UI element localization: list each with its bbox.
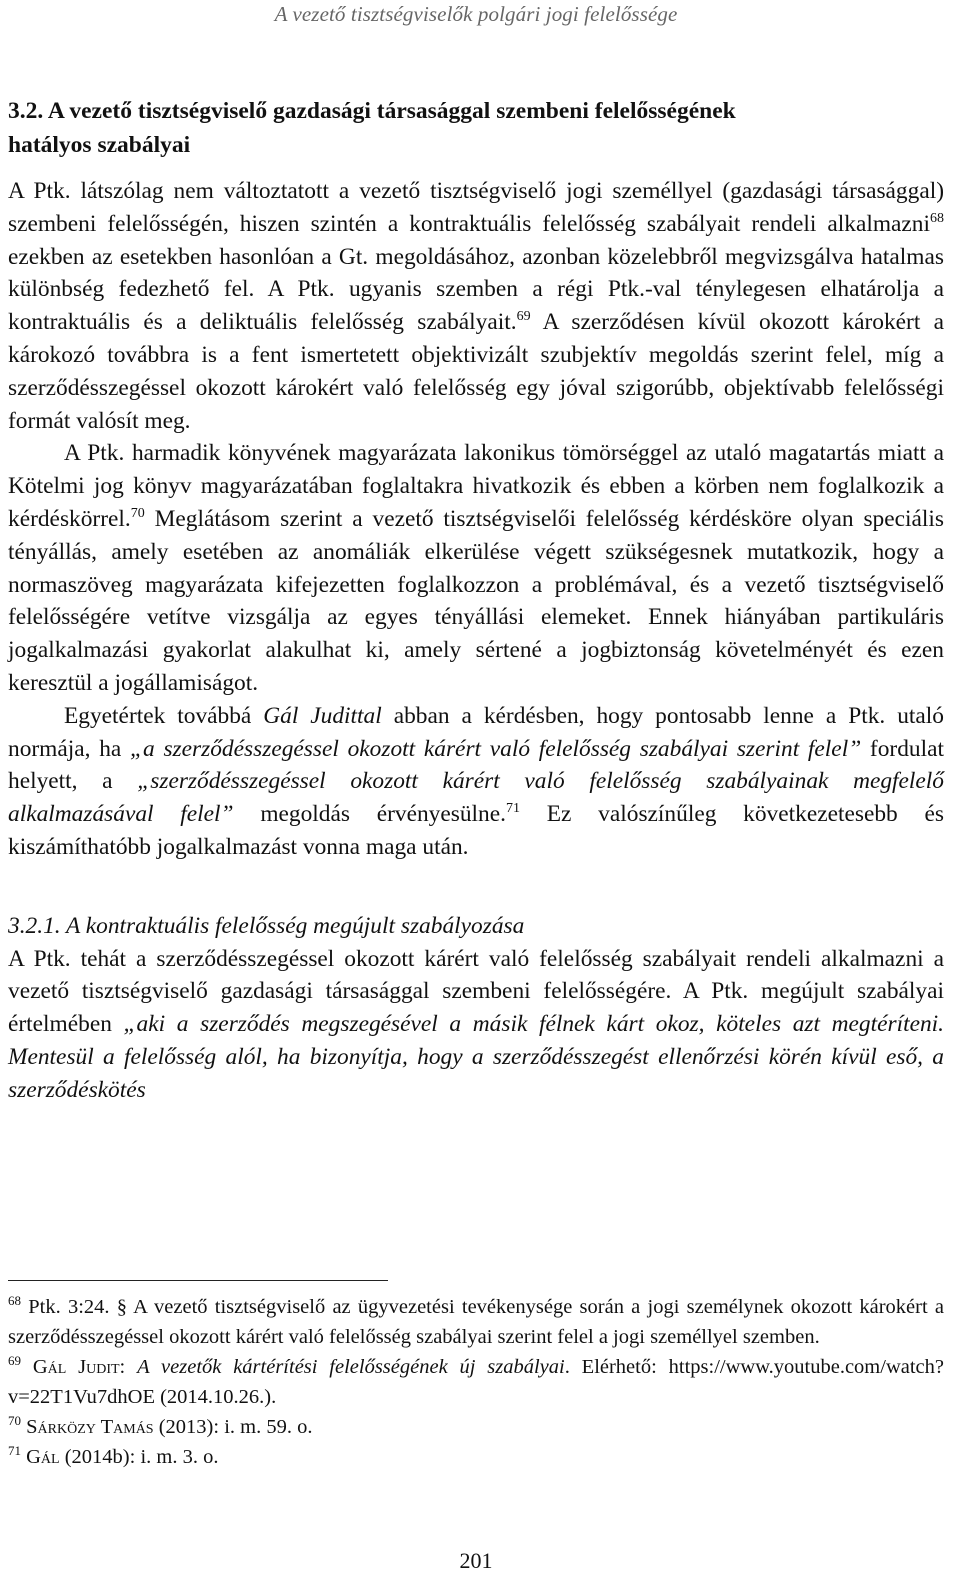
paragraph-3-part-d: megoldás érvényesülne.: [233, 801, 506, 828]
quote-3: „aki a szerződés megszegésével a másik félnek kárt okoz, köteles azt megtéríteni. Mentesül a felelősség alól, ha bizonyítja, hogy a szerződésszegést ellenőrzési körén kívül eső, a szerződéskötés: [8, 1011, 944, 1103]
footnote-number: 70: [8, 1413, 21, 1428]
spacer: [8, 864, 944, 910]
body-text: [8, 175, 944, 1107]
footnote-text: (2013): i. m. 59. o.: [153, 1416, 313, 1438]
paragraph-1-part-2: ezekben az esetekben hasonlóan a Gt. megoldásához, azonban közelebbről megvizsgálva hatalmas különbség fedezhető fel. A Ptk. ugyanis szemben a régi Ptk.-val ténylegesen elhatárolja a kontraktuális és a deliktuális felelősség szabályait.: [8, 243, 944, 336]
running-head: A vezető tisztségviselők polgári jogi felelőssége: [274, 2, 678, 26]
footnote-title: A vezetők kártérítési felelősségének új szabályai: [137, 1356, 565, 1378]
paragraph-4-part-a: A Ptk. tehát a szerződésszegéssel okozott kárért való felelősség szabályait rendeli alkalmazni a vezető tisztségviselő gazdasági társasággal szembeni felelősségére. A Ptk. megújult szabályai értelmében: [8, 945, 944, 1038]
paragraph-2-part-2: Meglátásom szerint a vezető tisztségviselői felelősség kérdésköre olyan speciális tényállás, amely esetében az anomáliák elkerülése végett szükségesnek mutatkozik, hogy a normaszöveg magyarázata kifejezetten foglalkozzon a problémával, és a vezető tisztségviselő felelősségére vetítve vizsgálja az egyes tényállási elemeket. Ennek hiányában partikuláris jogalkalmazási gyakorlat alakulhat ki, amely sértené a jogbiztonság követelményét és ezen keresztül a jogállamiságot.: [8, 505, 944, 696]
paragraph-4: [8, 943, 944, 1107]
footnote-ref-70[interactable]: 70: [130, 505, 145, 521]
footnote-71: [8, 1442, 944, 1472]
footnote-separator: [8, 1280, 388, 1281]
footnote-text: (2014b): i. m. 3. o.: [59, 1446, 219, 1468]
paragraph-3-part-c: fordulat helyett, a: [8, 735, 944, 795]
paragraph-1-part-3: A szerződésen kívül okozott károkért a károkozó továbbra is a fent ismertetett objektivizált szubjektív megoldás szerint felel, míg a szerződésszegéssel okozott károkért való felelősség egy jóval szigorúbb, objektívabb felelősségi formát valósít meg.: [8, 309, 944, 434]
paragraph-3: [8, 700, 944, 864]
subsection-heading: 3.2.1. A kontraktuális felelősség megújult szabályozása: [8, 912, 525, 939]
footnote-number: 69: [8, 1353, 21, 1368]
footnote-author: Gál: [26, 1446, 60, 1468]
footnote-author: Gál Judit: [32, 1356, 120, 1378]
footnote-68: [8, 1292, 944, 1352]
footnote-ref-68[interactable]: 68: [930, 210, 944, 226]
section-heading-line-1: 3.2. A vezető tisztségviselő gazdasági társasággal szembeni felelősségének: [8, 98, 736, 124]
paragraph-3-part-e: Ez valószínűleg következetesebb és kiszámíthatóbb jogalkalmazást vonna maga után.: [8, 801, 944, 860]
footnote-ref-69[interactable]: 69: [516, 309, 531, 325]
footnote-text: Ptk. 3:24. § A vezető tisztségviselő az ügyvezetési tevékenysége során a jogi személynek okozott károkért a szerződésszegéssel okozott kárért való felelősség szabályai szerint felel a jogi személlyel szemben.: [8, 1296, 945, 1348]
quote-2: „szerződésszegéssel okozott kárért való felelősség szabályainak megfelelő alkalmazásával felel”: [8, 768, 944, 828]
footnote-ref-71[interactable]: 71: [505, 801, 520, 817]
section-heading: [8, 94, 944, 162]
footnote-text[interactable]: . Elérhető: https://www.youtube.com/watch?v=22T1Vu7dhOE (2014.10.26.).: [8, 1356, 944, 1408]
paragraph-1-part-1: A Ptk. látszólag nem változtatott a vezető tisztségviselő jogi személlyel (gazdasági társasággal) szembeni felelősségén, hiszen szintén a kontraktuális felelősség szabályait rendeli alkalmazni: [8, 178, 944, 237]
quote-1: „a szerződésszegéssel okozott kárért való felelősség szabályai szerint felel”: [130, 735, 862, 762]
section-heading-line-2: hatályos szabályai: [8, 132, 191, 158]
footnotes: [8, 1292, 944, 1472]
page-number: 201: [459, 1548, 493, 1573]
paragraph-3-part-a: Egyetértek továbbá: [64, 702, 264, 729]
author-name: Gál Judittal: [263, 702, 382, 729]
paragraph-2-part-1: A Ptk. harmadik könyvének magyarázata lakonikus tömörséggel az utaló magatartás miatt a Kötelmi jog könyv magyarázatában foglaltakra hivatkozik és ebben a körben nem foglalkozik a kérdéskörrel.: [8, 440, 944, 532]
document-page: [8, 0, 944, 1586]
footnote-number: 71: [8, 1443, 21, 1458]
footnote-69: $^{69}$ Gál Judit: A vezetők kártérítési felelősségének új szabályai. Elérhető: https://www.youtube.com/watch?v=22T1Vu7dhOE (2014.10.26.).: [8, 1353, 944, 1408]
footnote-70: [8, 1412, 944, 1442]
paragraph-1: [8, 175, 944, 437]
paragraph-2: [8, 437, 944, 699]
footnote-author: Sárközy Tamás: [26, 1416, 154, 1438]
paragraph-3-part-b: abban a kérdésben, hogy pontosabb lenne a Ptk. utaló normája, ha: [8, 702, 944, 762]
footnote-number: 68: [8, 1293, 21, 1308]
